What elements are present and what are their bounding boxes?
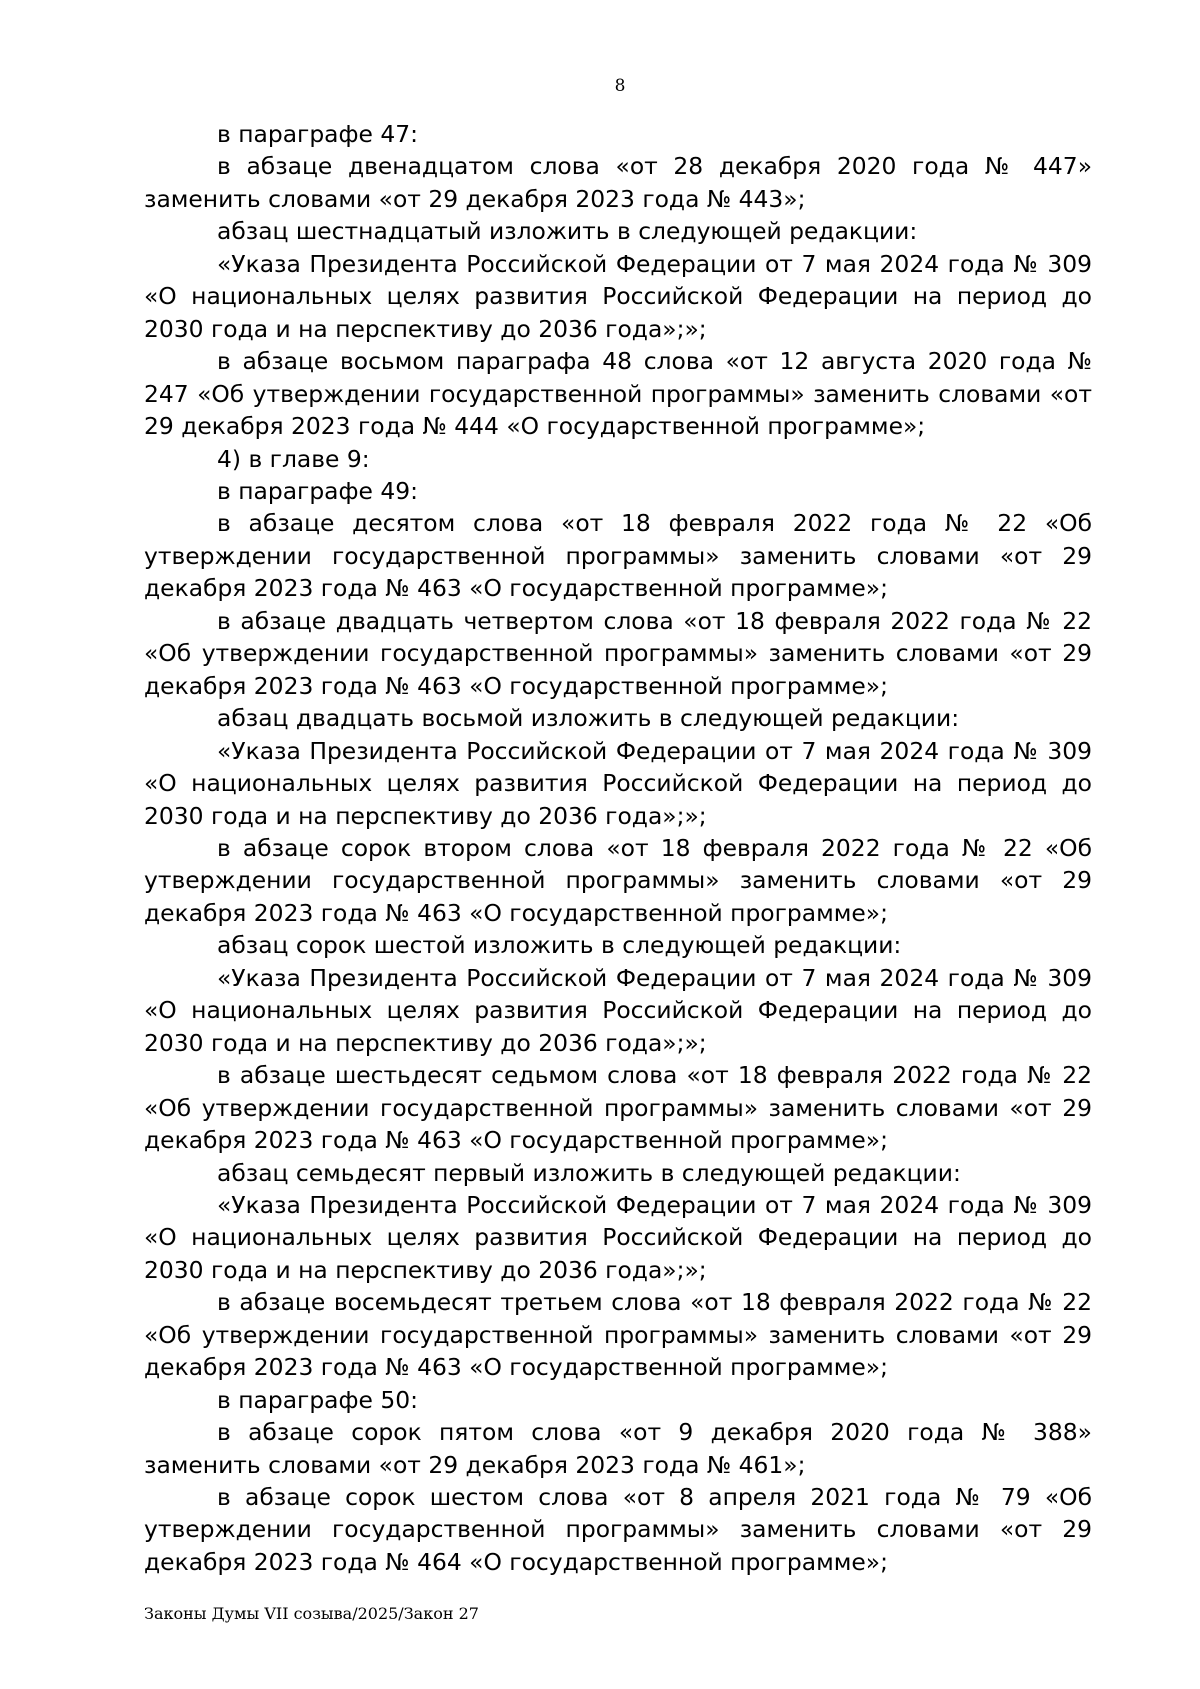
- page-number: 8: [614, 76, 626, 96]
- footer-reference: Законы Думы VII созыва/2025/Закон 27: [144, 1604, 479, 1623]
- paragraph: в параграфе 50:: [217, 1385, 418, 1414]
- paragraph: «Указа Президента Российской Федерации от 7 мая 2024 года № 309 «О национальных целях развития Российской Федерации на период до 2030 года и на перспективу до 2036 года»;»;: [144, 963, 1092, 1057]
- paragraph: в параграфе 49:: [217, 476, 418, 505]
- paragraph: «Указа Президента Российской Федерации от 7 мая 2024 года № 309 «О национальных целях развития Российской Федерации на период до 2030 года и на перспективу до 2036 года»;»;: [144, 736, 1092, 830]
- paragraph: в абзаце сорок втором слова «от 18 февраля 2022 года № 22 «Об утверждении государственной программы» заменить словами «от 29 декабря 2023 года № 463 «О государственной программе»;: [144, 833, 1092, 927]
- paragraph: абзац шестнадцатый изложить в следующей редакции:: [217, 217, 918, 246]
- paragraph: в абзаце сорок пятом слова «от 9 декабря 2020 года № 388» заменить словами «от 29 декабря 2023 года № 461»;: [144, 1418, 1092, 1479]
- document-body: [144, 118, 1092, 1578]
- paragraph: в параграфе 47:: [217, 120, 418, 148]
- paragraph: в абзаце двенадцатом слова «от 28 декабря 2020 года № 447» заменить словами «от 29 декабря 2023 года № 443»;: [144, 152, 1092, 213]
- paragraph: в абзаце двадцать четвертом слова «от 18 февраля 2022 года № 22 «Об утверждении государственной программы» заменить словами «от 29 декабря 2023 года № 463 «О государственной программе»;: [144, 606, 1092, 700]
- paragraph: «Указа Президента Российской Федерации от 7 мая 2024 года № 309 «О национальных целях развития Российской Федерации на период до 2030 года и на перспективу до 2036 года»;»;: [144, 249, 1092, 343]
- paragraph: в абзаце восьмом параграфа 48 слова «от 12 августа 2020 года № 247 «Об утверждении государственной программы» заменить словами «от 29 декабря 2023 года № 444 «О государственной программе»;: [144, 347, 1092, 441]
- paragraph: в абзаце шестьдесят седьмом слова «от 18 февраля 2022 года № 22 «Об утверждении государственной программы» заменить словами «от 29 декабря 2023 года № 463 «О государственной программе»;: [144, 1061, 1092, 1155]
- paragraph: абзац двадцать восьмой изложить в следующей редакции:: [217, 704, 960, 733]
- paragraph: абзац сорок шестой изложить в следующей редакции:: [217, 931, 902, 960]
- paragraph: 4) в главе 9:: [217, 444, 370, 473]
- paragraph: в абзаце сорок шестом слова «от 8 апреля 2021 года № 79 «Об утверждении государственной программы» заменить словами «от 29 декабря 2023 года № 464 «О государственной программе»;: [144, 1483, 1092, 1576]
- paragraph: в абзаце десятом слова «от 18 февраля 2022 года № 22 «Об утверждении государственной программы» заменить словами «от 29 декабря 2023 года № 463 «О государственной программе»;: [144, 509, 1092, 603]
- paragraph: абзац семьдесят первый изложить в следующей редакции:: [217, 1158, 961, 1187]
- paragraph: «Указа Президента Российской Федерации от 7 мая 2024 года № 309 «О национальных целях развития Российской Федерации на период до 2030 года и на перспективу до 2036 года»;»;: [144, 1190, 1092, 1284]
- paragraph: в абзаце восемьдесят третьем слова «от 18 февраля 2022 года № 22 «Об утверждении государственной программы» заменить словами «от 29 декабря 2023 года № 463 «О государственной программе»;: [144, 1288, 1092, 1382]
